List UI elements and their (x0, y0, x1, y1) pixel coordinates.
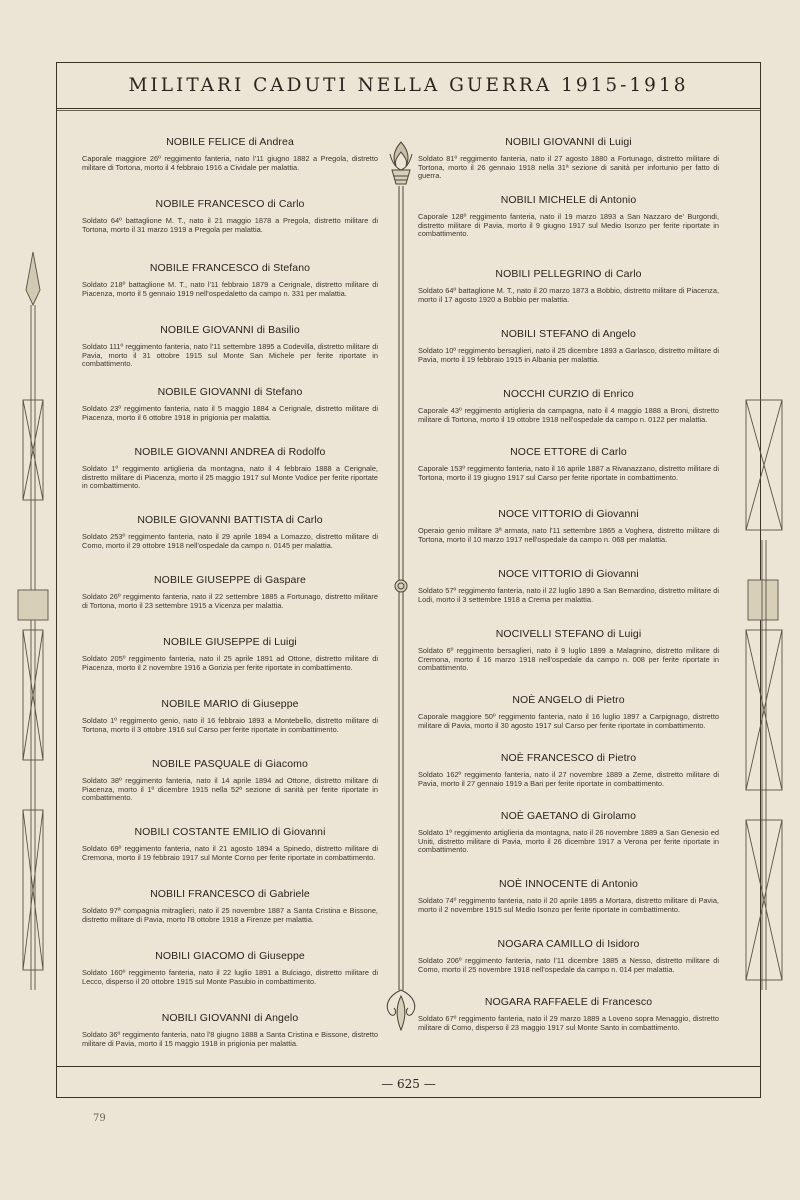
entry-text: Soldato 23º reggimento fanteria, nato il 5 maggio 1884 a Cerignale, distretto militare di Piacenza, morto il 6 ottobre 1918 in prigionia per malattia. (82, 404, 378, 422)
entry-name: NOBILE FRANCESCO di Carlo (155, 198, 305, 210)
entry-name: NOÈ GAETANO di Girolamo (500, 810, 637, 822)
right-side-ornament (728, 250, 796, 1010)
entry-name: NOÈ INNOCENTE di Antonio (499, 878, 638, 890)
entry-name: NOBILE FRANCESCO di Stefano (149, 262, 311, 274)
list-item (82, 698, 378, 734)
entry-text: Soldato 206º reggimento fanteria, nato l'11 dicembre 1885 a Nesso, distretto militare di Como, morto il 25 novembre 1918 nell'ospedale da campo n. 014 per malattia. (418, 956, 719, 974)
list-item (82, 758, 378, 803)
entry-text: Soldato 1º reggimento artiglieria da montagna, nato il 4 febbraio 1888 a Cerignale, distretto militare di Piacenza, morto il 25 maggio 1917 sul Monte Vodice per ferite riportate in combattimento. (82, 464, 378, 491)
entry-name: NOBILI MICHELE di Antonio (500, 194, 637, 206)
entry-text: Soldato 69º reggimento fanteria, nato il 21 agosto 1894 a Spinedo, distretto militare di Cremona, morto il 19 febbraio 1917 sul Monte Corno per ferite riportate in combattimento. (82, 844, 378, 862)
entry-text: Soldato 26º reggimento fanteria, nato il 22 settembre 1885 a Fortunago, distretto militare di Tortona, morto il 23 settembre 1915 a Vicenza per malattia. (82, 592, 378, 610)
footer-rule (57, 1066, 760, 1067)
entry-name: NOBILE GIUSEPPE di Gaspare (154, 574, 306, 586)
list-item (82, 386, 378, 422)
entry-name: NOBILI GIOVANNI di Luigi (505, 136, 632, 148)
entry-name: NOCIVELLI STEFANO di Luigi (495, 628, 642, 640)
entry-text: Soldato 111º reggimento fanteria, nato l'11 settembre 1895 a Codevilla, distretto militare di Pavia, morto il 31 ottobre 1915 sul Monte San Michele per ferite riportate in combattimento. (82, 342, 378, 369)
entry-text: Caporale maggiore 26º reggimento fanteria, nato l'11 giugno 1882 a Pregola, distretto militare di Tortona, morto il 4 febbraio 1916 a Cividale per malattia. (82, 154, 378, 172)
entry-name: NOCE VITTORIO di Giovanni (498, 508, 639, 520)
entry-name: NOBILE GIOVANNI ANDREA di Rodolfo (134, 446, 326, 458)
list-item (82, 950, 378, 986)
entry-text: Caporale maggiore 50º reggimento fanteria, nato il 16 luglio 1897 a Carpignago, distretto militare di Pavia, morto il 30 agosto 1917 sul Carso per ferite riportate in combattimento. (418, 712, 719, 730)
list-item (418, 810, 719, 855)
entry-text: Caporale 43º reggimento artiglieria da campagna, nato il 4 maggio 1888 a Broni, distretto militare di Tortona, morto il 19 ottobre 1918 nell'ospedale da campo n. 0122 per malattia. (418, 406, 719, 424)
list-item (418, 446, 719, 482)
list-item (418, 508, 719, 544)
center-divider-ornament (380, 140, 422, 1050)
entry-text: Soldato 1º reggimento artiglieria da montagna, nato il 26 novembre 1889 a San Genesio ed Uniti, distretto militare di Pavia, morto il 26 dicembre 1917 a Verona per ferite riportate in combattimento. (418, 828, 719, 855)
entry-name: NOBILE MARIO di Giuseppe (161, 698, 299, 710)
corner-number: 79 (93, 1113, 106, 1124)
list-item (82, 1012, 378, 1048)
list-item (82, 514, 378, 550)
entry-name: NOBILE GIOVANNI di Stefano (157, 386, 303, 398)
entry-text: Soldato 74º reggimento fanteria, nato il 20 aprile 1895 a Mortara, distretto militare di Pavia, morto il 2 novembre 1915 sul Medio Isonzo per ferite riportate in combattimento. (418, 896, 719, 914)
list-item (418, 694, 719, 730)
entry-name: NOBILE PASQUALE di Giacomo (152, 758, 308, 770)
list-item (418, 996, 719, 1032)
entry-text: Soldato 38º reggimento fanteria, nato il 14 aprile 1894 ad Ottone, distretto militare di Piacenza, morto il 1º dicembre 1915 nella 52ª sezione di sanità per ferite riportate in combattimento. (82, 776, 378, 803)
list-item (418, 752, 719, 788)
entry-text: Soldato 10º reggimento bersaglieri, nato il 25 dicembre 1893 a Garlasco, distretto militare di Pavia, morto il 19 febbraio 1915 in Albania per malattia. (418, 346, 719, 364)
entry-name: NOGARA RAFFAELE di Francesco (484, 996, 653, 1008)
list-item (82, 446, 378, 491)
list-item (82, 888, 378, 924)
list-item (418, 194, 719, 239)
entry-text: Caporale 128º reggimento fanteria, nato il 19 marzo 1893 a San Nazzaro de' Burgondi, distretto militare di Pavia, morto il 9 giugno 1917 sul Medio Isonzo per ferite riportate in combattimento. (418, 212, 719, 239)
page-number: — 625 — (381, 1077, 436, 1091)
entry-name: NOCCHI CURZIO di Enrico (503, 388, 634, 400)
list-item (82, 826, 378, 862)
entry-name: NOCE ETTORE di Carlo (510, 446, 627, 458)
left-side-ornament (8, 250, 58, 1010)
list-item (418, 568, 719, 604)
list-item (418, 388, 719, 424)
entry-name: NOÈ FRANCESCO di Pietro (500, 752, 637, 764)
page-title: MILITARI CADUTI NELLA GUERRA 1915-1918 (57, 63, 760, 109)
list-item (82, 262, 378, 298)
entry-name: NOCE VITTORIO di Giovanni (498, 568, 639, 580)
entry-text: Soldato 6º reggimento bersaglieri, nato il 9 luglio 1899 a Malagnino, distretto militare di Cremona, morto il 16 marzo 1918 nell'ospedale da campo n. 008 per ferite riportate in combattimento. (418, 646, 719, 673)
list-item (82, 198, 378, 234)
entry-text: Soldato 64º battaglione M. T., nato il 21 maggio 1878 a Pregola, distretto militare di Tortona, morto il 31 marzo 1919 a Pregola per malattia. (82, 216, 378, 234)
entry-name: NOBILI FRANCESCO di Gabriele (150, 888, 310, 900)
entry-text: Soldato 57º reggimento fanteria, nato il 22 luglio 1890 a San Bernardino, distretto militare di Lodi, morto il 3 settembre 1918 a Crema per malattia. (418, 586, 719, 604)
list-item (82, 574, 378, 610)
entry-text: Soldato 162º reggimento fanteria, nato il 27 novembre 1889 a Zeme, distretto militare di Pavia, morto il 27 gennaio 1919 a Bari per ferite riportate in combattimento. (418, 770, 719, 788)
list-item (82, 636, 378, 672)
entry-text: Soldato 253º reggimento fanteria, nato il 29 aprile 1894 a Lomazzo, distretto militare di Como, morto il 29 ottobre 1918 nell'ospedale da campo n. 0145 per malattia. (82, 532, 378, 550)
list-item (418, 878, 719, 914)
entry-text: Caporale 153º reggimento fanteria, nato il 16 aprile 1887 a Rivanazzano, distretto militare di Tortona, morto il 19 giugno 1917 sul Carso per ferite riportate in combattimento. (418, 464, 719, 482)
entry-text: Soldato 64º battaglione M. T., nato il 20 marzo 1873 a Bobbio, distretto militare di Piacenza, morto il 17 agosto 1920 a Bobbio per malattia. (418, 286, 719, 304)
list-item (418, 938, 719, 974)
entry-text: Operaio genio militare 3ª armata, nato l'11 settembre 1865 a Voghera, distretto militare di Tortona, morto il 10 marzo 1917 nell'ospedale da campo n. 068 per malattia. (418, 526, 719, 544)
entry-name: NOBILI COSTANTE EMILIO di Giovanni (134, 826, 326, 838)
entry-name: NOBILI PELLEGRINO di Carlo (495, 268, 642, 280)
entry-text: Soldato 160º reggimento fanteria, nato il 22 luglio 1891 a Bulciago, distretto militare di Lecco, disperso il 20 ottobre 1915 sul Monte Pasubio in combattimento. (82, 968, 378, 986)
entry-text: Soldato 1º reggimento genio, nato il 16 febbraio 1893 a Montebello, distretto militare di Tortona, morto il 3 ottobre 1916 sul Carso per ferite riportate in combattimento. (82, 716, 378, 734)
entry-text: Soldato 67º reggimento fanteria, nato il 29 marzo 1889 a Loveno sopra Menaggio, distretto militare di Como, disperso il 23 maggio 1917 sul Monte Santo in combattimento. (418, 1014, 719, 1032)
entry-name: NOÈ ANGELO di Pietro (512, 694, 625, 706)
entry-text: Soldato 81º reggimento fanteria, nato il 27 agosto 1880 a Fortunago, distretto militare di Tortona, morto il 26 gennaio 1918 nella 31ª sezione di sanità per infortunio per fatto di guerra. (418, 154, 719, 181)
list-item (82, 136, 378, 172)
list-item (418, 628, 719, 673)
entry-text: Soldato 36º reggimento fanteria, nato l'8 giugno 1888 a Santa Cristina e Bissone, distretto militare di Pavia, morto il 15 maggio 1918 in prigionia per malattia. (82, 1030, 378, 1048)
header-rule (57, 110, 760, 111)
entry-text: Soldato 218º battaglione M. T., nato l'11 febbraio 1879 a Cerignale, distretto militare di Piacenza, morto il 5 gennaio 1919 nell'ospedaletto da campo n. 331 per malattia. (82, 280, 378, 298)
entry-name: NOBILE GIUSEPPE di Luigi (163, 636, 297, 648)
entry-name: NOBILI GIACOMO di Giuseppe (155, 950, 305, 962)
entry-name: NOBILE GIOVANNI BATTISTA di Carlo (137, 514, 323, 526)
entry-name: NOBILE FELICE di Andrea (166, 136, 294, 148)
entry-name: NOGARA CAMILLO di Isidoro (497, 938, 640, 950)
entry-text: Soldato 97ª compagnia mitraglieri, nato il 25 novembre 1887 a Santa Cristina e Bissone, distretto militare di Pavia, morto l'8 ottobre 1918 a Firenze per malattia. (82, 906, 378, 924)
entry-text: Soldato 205º reggimento fanteria, nato il 25 aprile 1891 ad Ottone, distretto militare di Piacenza, morto il 2 novembre 1916 a Gorizia per ferite riportate in combattimento. (82, 654, 378, 672)
list-item (82, 324, 378, 369)
list-item (418, 136, 719, 181)
entry-name: NOBILI GIOVANNI di Angelo (161, 1012, 299, 1024)
entry-name: NOBILI STEFANO di Angelo (501, 328, 636, 340)
entry-name: NOBILE GIOVANNI di Basilio (160, 324, 300, 336)
list-item (418, 268, 719, 304)
list-item (418, 328, 719, 364)
